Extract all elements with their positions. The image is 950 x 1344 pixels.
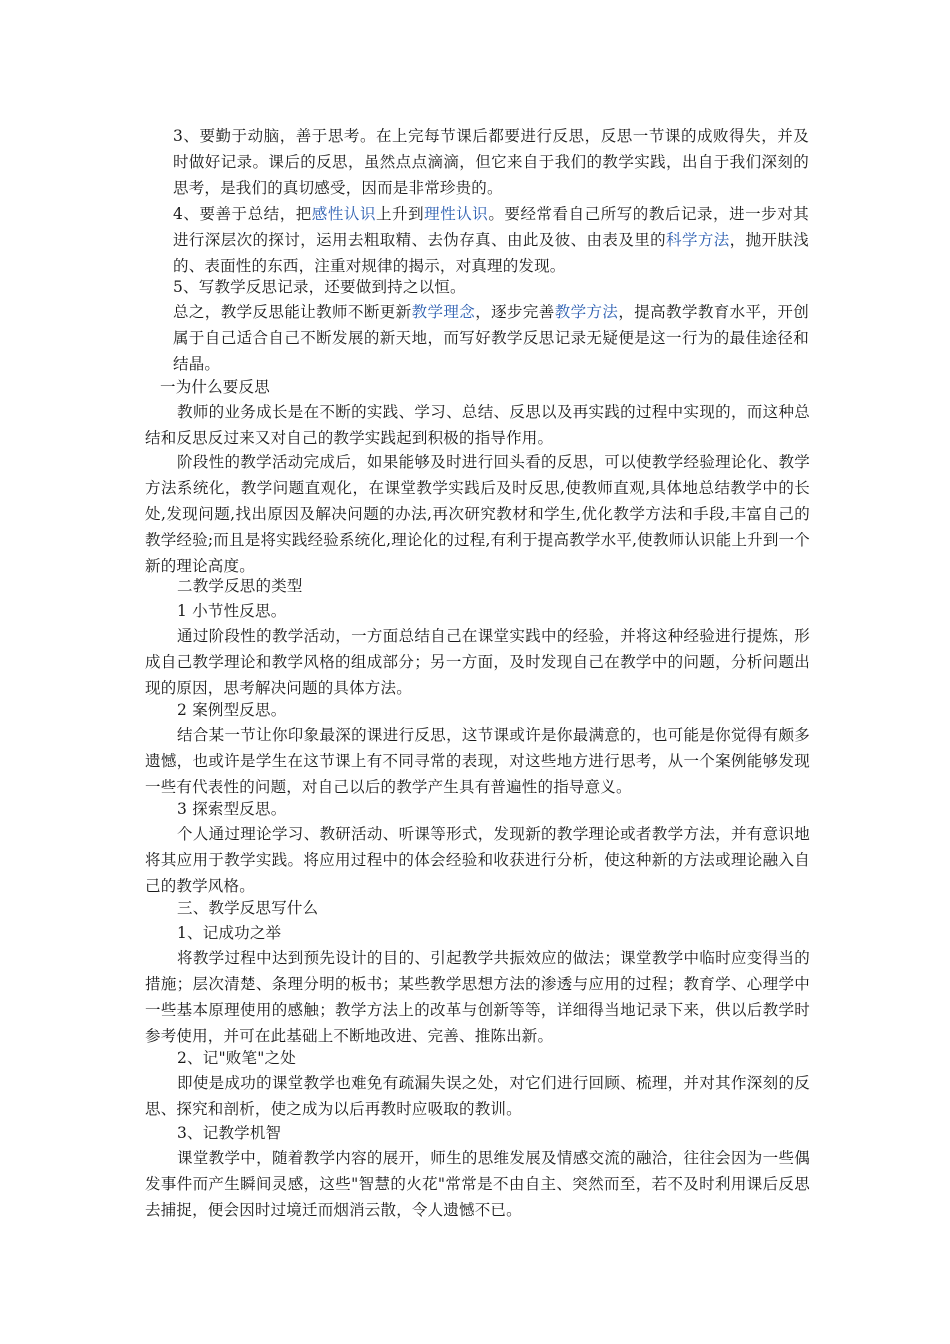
intro-summary-text-a: 总之，教学反思能让教师不断更新 [173, 303, 412, 321]
intro-paragraph-5 [173, 274, 809, 300]
item-3-body [145, 1145, 810, 1223]
section-2-heading-text: 二教学反思的类型 [177, 577, 303, 595]
link-teaching-method[interactable]: 教学方法 [554, 303, 619, 321]
item-2-body-text: 即使是成功的课堂教学也难免有疏漏失误之处，对它们进行回顾、梳理，并对其作深刻的反思、探究和剖析，使之成为以后再教时应吸取的教训。 [145, 1074, 810, 1118]
item-2-title [177, 1045, 807, 1071]
type-3-body-text: 个人通过理论学习、教研活动、听课等形式，发现新的教学理论或者教学方法，并有意识地将其应用于教学实践。将应用过程中的体会经验和收获进行分析，使这种新的方法或理论融入自己的教学风格。 [145, 825, 810, 895]
type-3-body [145, 821, 810, 899]
intro-paragraph-3 [173, 123, 809, 201]
item-3-body-text: 课堂教学中，随着教学内容的展开，师生的思维发展及情感交流的融洽，往往会因为一些偶发事件而产生瞬间灵感，这些"智慧的火花"常常是不由自主、突然而至，若不及时利用课后反思去捕捉，便会因时过境迁而烟消云散，令人遗憾不已。 [145, 1149, 810, 1219]
item-1-body-text: 将教学过程中达到预先设计的目的、引起教学共振效应的做法；课堂教学中临时应变得当的措施；层次清楚、条理分明的板书；某些教学思想方法的渗透与应用的过程；教育学、心理学中一些基本原理使用的感触；教学方法上的改革与创新等等，详细得当地记录下来，供以后教学时参考使用，并可在此基础上不断地改进、完善、推陈出新。 [145, 949, 810, 1045]
type-1-title [177, 598, 807, 624]
item-1-title [177, 920, 807, 946]
type-3-title [177, 796, 807, 822]
intro-summary-text-b: ，逐步完善 [475, 303, 555, 321]
type-3-title-text: 3 探索型反思。 [177, 800, 287, 818]
section-2-heading [177, 573, 807, 599]
section-1-heading-text: 一为什么要反思 [160, 378, 270, 396]
intro-summary [173, 299, 809, 377]
type-2-body-text: 结合某一节让你印象最深的课进行反思，这节课或许是你最满意的，也可能是你觉得有颇多遗憾，也或许是学生在这节课上有不同寻常的表现，对这些地方进行思考，从一个案例能够发现一些有代表性的问题，对自己以后的教学产生具有普遍性的指导意义。 [145, 726, 810, 796]
item-2-body [145, 1070, 810, 1122]
link-rational-knowledge[interactable]: 理性认识 [424, 205, 489, 223]
type-1-body [145, 623, 810, 701]
section-3-heading [177, 895, 807, 921]
intro-paragraph-5-text: 5、写教学反思记录，还要做到持之以恒。 [173, 278, 466, 296]
type-1-body-text: 通过阶段性的教学活动，一方面总结自己在课堂实践中的经验，并将这种经验进行提炼，形成自己教学理论和教学风格的组成部分；另一方面，及时发现自己在教学中的问题，分析问题出现的原因，思考解决问题的具体方法。 [145, 627, 810, 697]
section-1-paragraph-2-text: 阶段性的教学活动完成后，如果能够及时进行回头看的反思，可以使教学经验理论化、教学方法系统化，教学问题直观化，在课堂教学实践后及时反思,使教师直观,具体地总结教学中的长处,发现问题,找出原因及解决问题的办法,再次研究教材和学生,优化教学方法和手段,丰富自己的教学经验;而且是将实践经验系统化,理论化的过程,有利于提高教学水平,使教师认识能上升到一个新的理论高度。 [145, 453, 810, 575]
section-1-paragraph-2 [145, 449, 810, 579]
type-2-body [145, 722, 810, 800]
link-perceptual-knowledge[interactable]: 感性认识 [311, 205, 376, 223]
item-2-title-text: 2、记"败笔"之处 [177, 1049, 296, 1067]
intro-paragraph-4-text-a: 4、要善于总结，把 [173, 205, 312, 223]
intro-paragraph-4-text-d: ，抛开肤浅的、表面性的东西，注重对规律的揭示，对真理的发现。 [173, 231, 809, 275]
section-1-heading [160, 374, 810, 400]
section-1-paragraph-1-text: 教师的业务成长是在不断的实践、学习、总结、反思以及再实践的过程中实现的，而这种总结和反思反过来又对自己的教学实践起到积极的指导作用。 [145, 403, 810, 447]
intro-paragraph-4-text-c: 。要经常看自己所写的教后记录，进一步对其进行深层次的探讨，运用去粗取精、去伪存真、由此及彼、由表及里的 [173, 205, 809, 249]
section-3-heading-text: 三、教学反思写什么 [177, 899, 319, 917]
type-1-title-text: 1 小节性反思。 [177, 602, 287, 620]
link-teaching-philosophy[interactable]: 教学理念 [411, 303, 476, 321]
intro-paragraph-3-text: 3、要勤于动脑，善于思考。在上完每节课后都要进行反思，反思一节课的成败得失，并及时做好记录。课后的反思，虽然点点滴滴，但它来自于我们的教学实践，出自于我们深刻的思考，是我们的真切感受，因而是非常珍贵的。 [173, 127, 809, 197]
item-1-body [145, 945, 810, 1049]
item-3-title-text: 3、记教学机智 [177, 1124, 282, 1142]
link-scientific-method[interactable]: 科学方法 [666, 231, 730, 249]
item-1-title-text: 1、记成功之举 [177, 924, 282, 942]
type-2-title-text: 2 案例型反思。 [177, 701, 287, 719]
intro-paragraph-4-text-b: 上升到 [376, 205, 425, 223]
type-2-title [177, 697, 807, 723]
section-1-paragraph-1 [145, 399, 810, 451]
intro-summary-text-c: ，提高教学教育水平，开创属于自己适合自己不断发展的新天地，而写好教学反思记录无疑便是这一行为的最佳途径和结晶。 [173, 303, 809, 373]
item-3-title [177, 1120, 807, 1146]
intro-paragraph-4 [173, 201, 809, 279]
